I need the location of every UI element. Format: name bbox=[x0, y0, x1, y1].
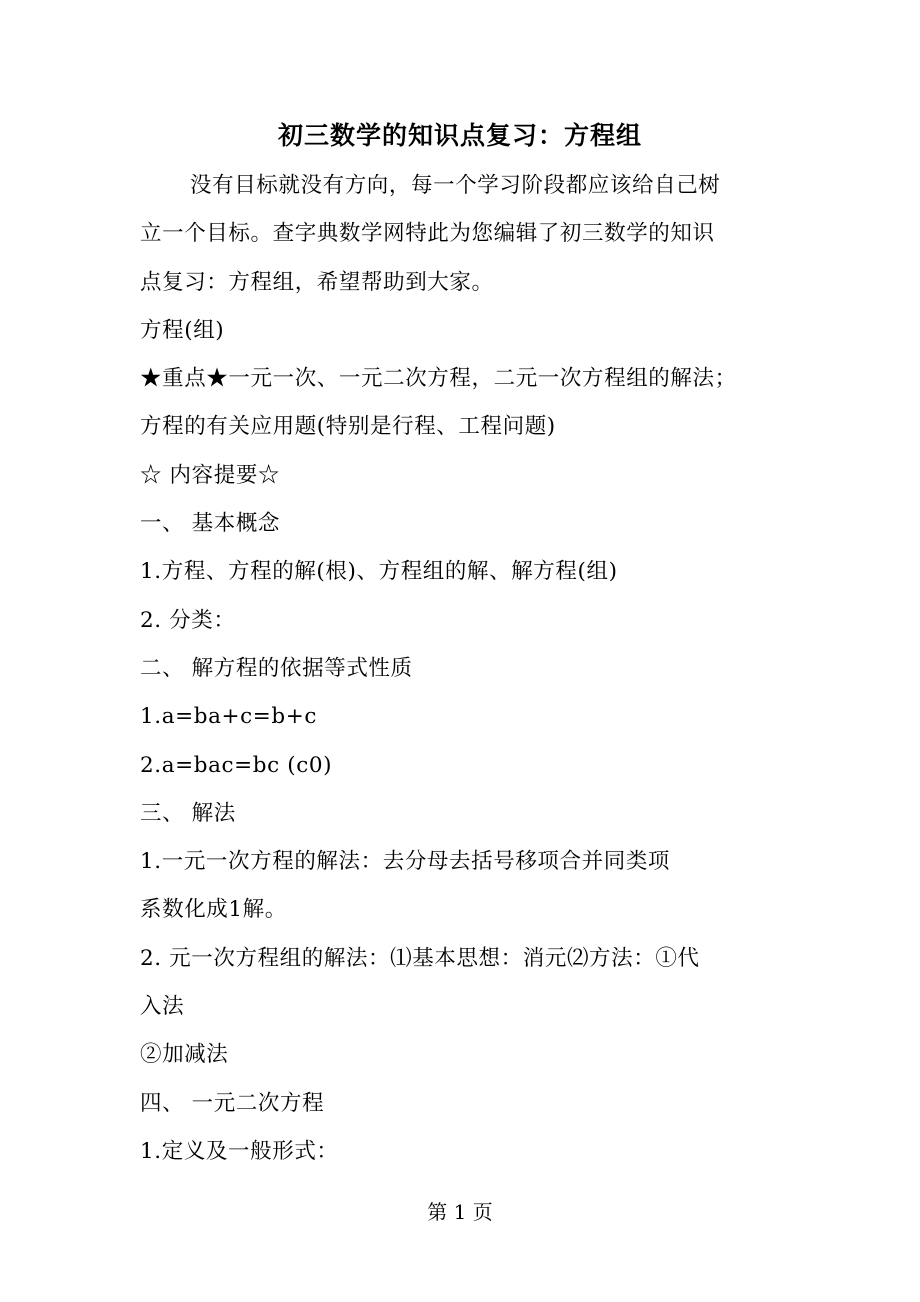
document-body bbox=[140, 162, 790, 1176]
list-item: 1.方程、方程的解(根)、方程组的解、解方程(组) bbox=[140, 559, 618, 585]
section-heading: 方程(组) bbox=[140, 317, 225, 343]
list-item: 1.定义及一般形式： bbox=[140, 1138, 339, 1164]
section-heading: 三、 解法 bbox=[140, 800, 236, 826]
list-item: 2. 元一次方程组的解法：⑴基本思想：消元⑵方法：①代 bbox=[140, 945, 700, 971]
paragraph-line: 方程的有关应用题(特别是行程、工程问题) bbox=[140, 414, 556, 440]
list-item-continuation: 系数化成1解。 bbox=[140, 897, 287, 923]
list-item: 1.一元一次方程的解法：去分母去括号移项合并同类项 bbox=[140, 849, 671, 875]
paragraph-line: 点复习：方程组，希望帮助到大家。 bbox=[140, 269, 494, 295]
section-heading: 二、 解方程的依据等式性质 bbox=[140, 655, 413, 681]
list-item-continuation: ②加减法 bbox=[140, 1042, 229, 1068]
page-number: 第 1 页 bbox=[427, 1200, 493, 1224]
document-title: 初三数学的知识点复习：方程组 bbox=[277, 121, 642, 150]
section-heading: 四、 一元二次方程 bbox=[140, 1090, 325, 1116]
list-item: 2.a=bac=bc (c0) bbox=[140, 752, 333, 778]
list-item-continuation: 入法 bbox=[140, 994, 185, 1020]
paragraph-line: 没有目标就没有方向，每一个学习阶段都应该给自己树 bbox=[190, 173, 721, 198]
paragraph-line: ★重点★一元一次、一元二次方程，二元一次方程组的解法； bbox=[140, 366, 737, 392]
section-heading: ☆ 内容提要☆ bbox=[140, 462, 281, 488]
section-heading: 一、 基本概念 bbox=[140, 511, 281, 537]
list-item: 2. 分类： bbox=[140, 607, 236, 633]
paragraph-line: 立一个目标。查字典数学网特此为您编辑了初三数学的知识 bbox=[140, 221, 715, 247]
list-item: 1.a=ba+c=b+c bbox=[140, 704, 318, 730]
